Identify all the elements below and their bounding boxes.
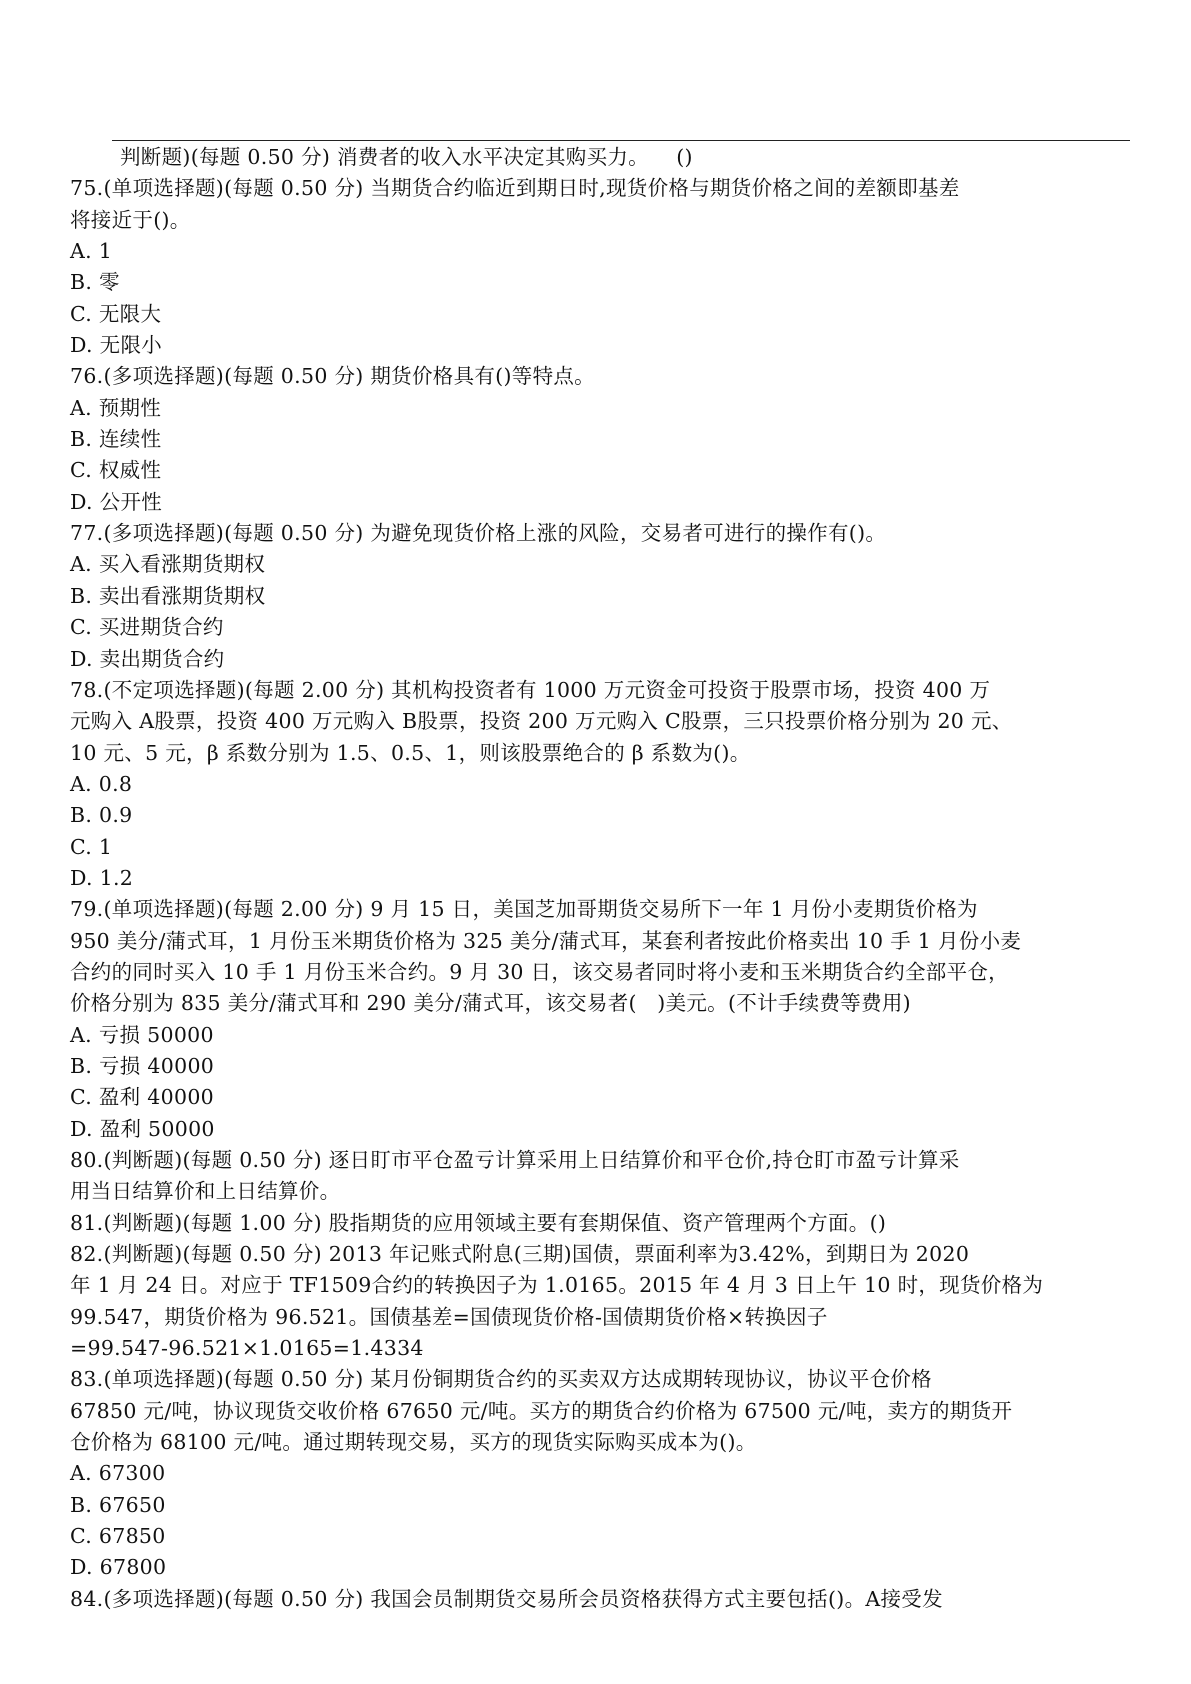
text-line: B. 67650 <box>70 1492 166 1517</box>
text-line: C. 权威性 <box>70 458 162 483</box>
text-line: 82.(判断题)(每题 0.50 分) 2013 年记账式附息(三期)国债，票面利率为3.42%，到期日为 2020 <box>70 1242 970 1267</box>
text-line: 80.(判断题)(每题 0.50 分) 逐日盯市平仓盈亏计算采用上日结算价和平仓价,持仓盯市盈亏计算采 <box>70 1148 960 1172</box>
text-line: B. 零 <box>70 270 120 295</box>
text-line: C. 盈利 40000 <box>70 1085 215 1110</box>
text-line: 99.547，期货价格为 96.521。国债基差=国债现货价格-国债期货价格×转换因子 <box>70 1304 828 1329</box>
text-line: A. 买入看涨期货期权 <box>70 552 266 577</box>
text-line: D. 公开性 <box>70 489 163 514</box>
text-line: B. 连续性 <box>70 427 162 452</box>
text-line: 78.(不定项选择题)(每题 2.00 分) 其机构投资者有 1000 万元资金可投资于股票市场，投资 400 万 <box>70 677 991 702</box>
text-line: 950 美分/蒲式耳，1 月份玉米期货价格为 325 美分/蒲式耳，某套利者按此价格卖出 10 手 1 月份小麦 <box>70 928 1022 953</box>
text-line: 合约的同时买入 10 手 1 月份玉米合约。9 月 30 日，该交易者同时将小麦和玉米期货合约全部平仓， <box>70 959 1009 984</box>
text-line: A. 1 <box>70 239 113 264</box>
text-line: 75.(单项选择题)(每题 0.50 分) 当期货合约临近到期日时,现货价格与期货价格之间的差额即基差 <box>70 176 960 201</box>
text-line: B. 卖出看涨期货期权 <box>70 583 266 608</box>
text-line: A. 0.8 <box>70 771 133 796</box>
text-line: D. 无限小 <box>70 333 163 358</box>
text-line: =99.547-96.521×1.0165=1.4334 <box>70 1336 424 1361</box>
text-line: A. 预期性 <box>70 395 162 420</box>
text-line: C. 买进期货合约 <box>70 615 224 640</box>
text-line: 价格分别为 835 美分/蒲式耳和 290 美分/蒲式耳，该交易者( )美元。(不计手续费等费用) <box>70 991 911 1016</box>
text-line: A. 67300 <box>70 1461 166 1486</box>
text-line: D. 卖出期货合约 <box>70 646 225 671</box>
text-line: 83.(单项选择题)(每题 0.50 分) 某月份铜期货合约的买卖双方达成期转现协议，协议平仓价格 <box>70 1367 932 1392</box>
text-line: D. 1.2 <box>70 865 134 890</box>
text-line: 84.(多项选择题)(每题 0.50 分) 我国会员制期货交易所会员资格获得方式主要包括()。A接受发 <box>70 1586 943 1611</box>
text-line: C. 67850 <box>70 1524 166 1549</box>
text-line: 元购入 A股票，投资 400 万元购入 B股票，投资 200 万元购入 C股票，三只投票价格分别为 20 元、 <box>70 709 1013 734</box>
text-line: B. 亏损 40000 <box>70 1053 215 1078</box>
text-line: 年 1 月 24 日。对应于 TF1509合约的转换因子为 1.0165。2015 年 4 月 3 日上午 10 时，现货价格为 <box>70 1273 1044 1298</box>
text-line: 判断题)(每题 0.50 分) 消费者的收入水平决定其购买力。 () <box>120 145 693 169</box>
text-line: 仓价格为 68100 元/吨。通过期转现交易，买方的现货实际购买成本为()。 <box>70 1430 757 1455</box>
text-line: 67850 元/吨，协议现货交收价格 67650 元/吨。买方的期货合约价格为 67500 元/吨，卖方的期货开 <box>70 1398 1013 1423</box>
text-line: D. 67800 <box>70 1555 167 1580</box>
text-line: 76.(多项选择题)(每题 0.50 分) 期货价格具有()等特点。 <box>70 364 595 389</box>
text-line: 79.(单项选择题)(每题 2.00 分) 9 月 15 日，美国芝加哥期货交易所下一年 1 月份小麦期货价格为 <box>70 897 978 922</box>
text-line: 81.(判断题)(每题 1.00 分) 股指期货的应用领域主要有套期保值、资产管理两个方面。() <box>70 1210 887 1235</box>
document-body <box>70 142 1130 1615</box>
text-line: 将接近于()。 <box>70 207 191 232</box>
text-line: A. 亏损 50000 <box>70 1022 214 1047</box>
text-line: B. 0.9 <box>70 803 133 828</box>
text-line: D. 盈利 50000 <box>70 1116 215 1141</box>
header-rule <box>112 140 1130 141</box>
text-line: C. 1 <box>70 834 113 859</box>
text-line: 10 元、5 元，β 系数分别为 1.5、0.5、1，则该股票绝合的 β 系数为()。 <box>70 740 751 765</box>
text-line: 77.(多项选择题)(每题 0.50 分) 为避免现货价格上涨的风险，交易者可进行的操作有()。 <box>70 521 887 546</box>
text-line: 用当日结算价和上日结算价。 <box>70 1179 341 1204</box>
text-line: C. 无限大 <box>70 301 162 326</box>
